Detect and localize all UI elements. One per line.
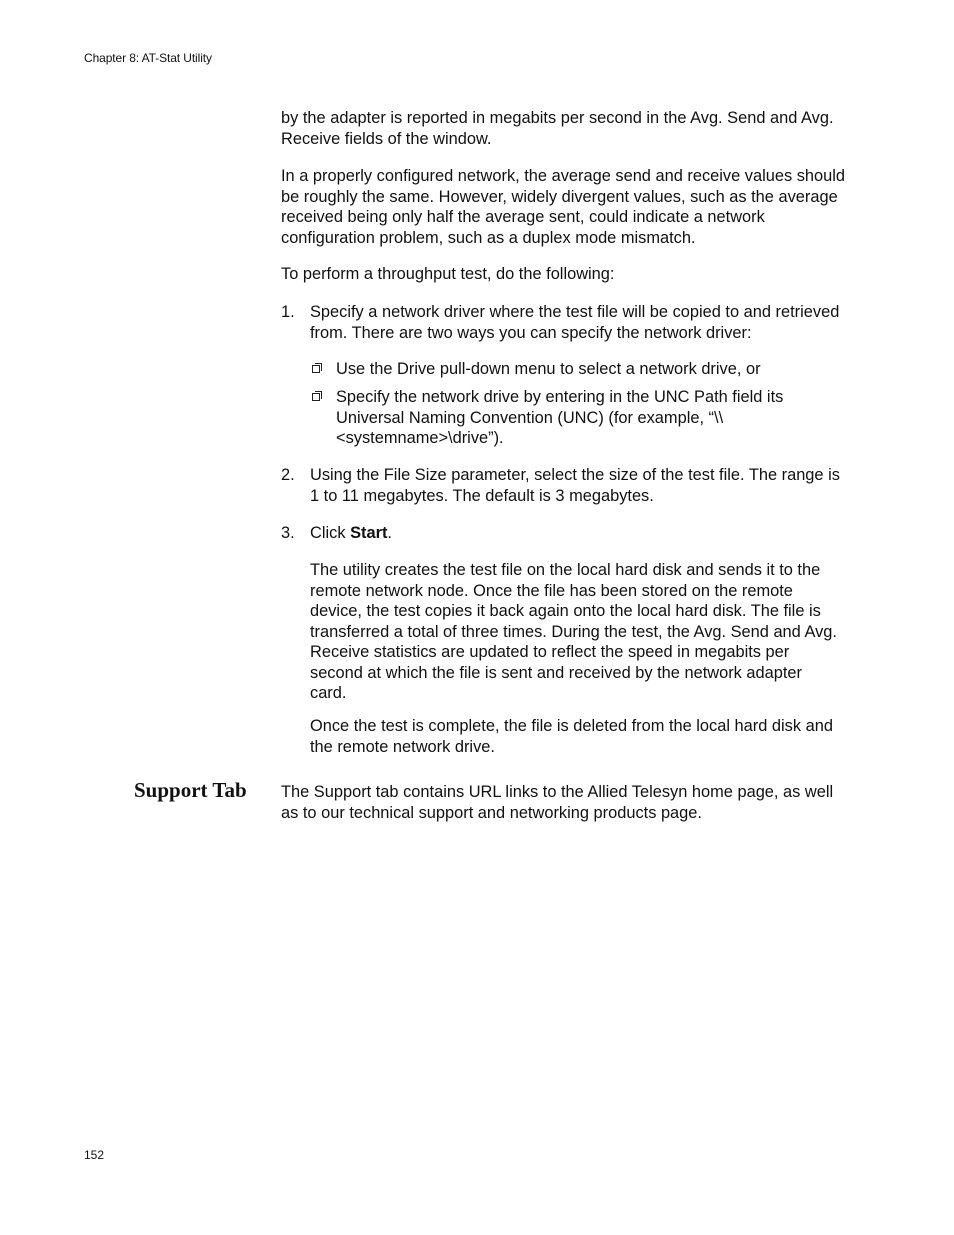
checkbox-bullet-icon [312,365,320,373]
section-heading-support-tab: Support Tab [134,778,247,802]
step-3-prefix: Click [310,524,351,542]
bullet-unc-path: Specify the network drive by entering in the UNC Path field its Universal Naming Convention (UNC) (for example, “\\<systemname>\drive”). [336,388,784,447]
paragraph-support-tab: The Support tab contains URL links to the Allied Telesyn home page, as well as to our technical support and networking products page. [281,783,834,822]
step-2-text: Using the File Size parameter, select the size of the test file. The range is 1 to 11 megabytes. The default is 3 megabytes. [310,466,840,505]
paragraph-test-complete: Once the test is complete, the file is deleted from the local hard disk and the remote network drive. [310,717,833,756]
paragraph-send-receive-values: In a properly configured network, the average send and receive values should be roughly the same. However, widely divergent values, such as the average received being only half the average sent, could indicate a network configuration problem, such as a duplex mode mismatch. [281,167,846,247]
bullet-drive-menu: Use the Drive pull-down menu to select a network drive, or [336,360,761,378]
start-keyword: Start [350,524,388,542]
paragraph-test-process: The utility creates the test file on the local hard disk and sends it to the remote network node. Once the file has been stored on the remote device, the test copies it back again onto the local hard disk. The file is transferred a total of three times. During the test, the Avg. Send and Avg. Receive statistics are updated to reflect the speed in megabits per second at which the file is sent and received by the network adapter card. [310,561,837,702]
paragraph-throughput-intro: To perform a throughput test, do the following: [281,265,615,283]
paragraph-adapter-report: by the adapter is reported in megabits per second in the Avg. Send and Avg. Receive fields of the window. [281,109,834,148]
step-1-number: 1. [281,303,295,321]
step-2-number: 2. [281,466,295,484]
step-3-number: 3. [281,524,295,542]
checkbox-bullet-icon [312,393,320,401]
step-3-suffix: . [387,524,392,542]
page-number: 152 [84,1148,105,1162]
running-header: Chapter 8: AT-Stat Utility [84,51,212,65]
step-3-text [310,523,850,544]
step-1-text: Specify a network driver where the test file will be copied to and retrieved from. There are two ways you can specify the network driver: [310,303,840,342]
